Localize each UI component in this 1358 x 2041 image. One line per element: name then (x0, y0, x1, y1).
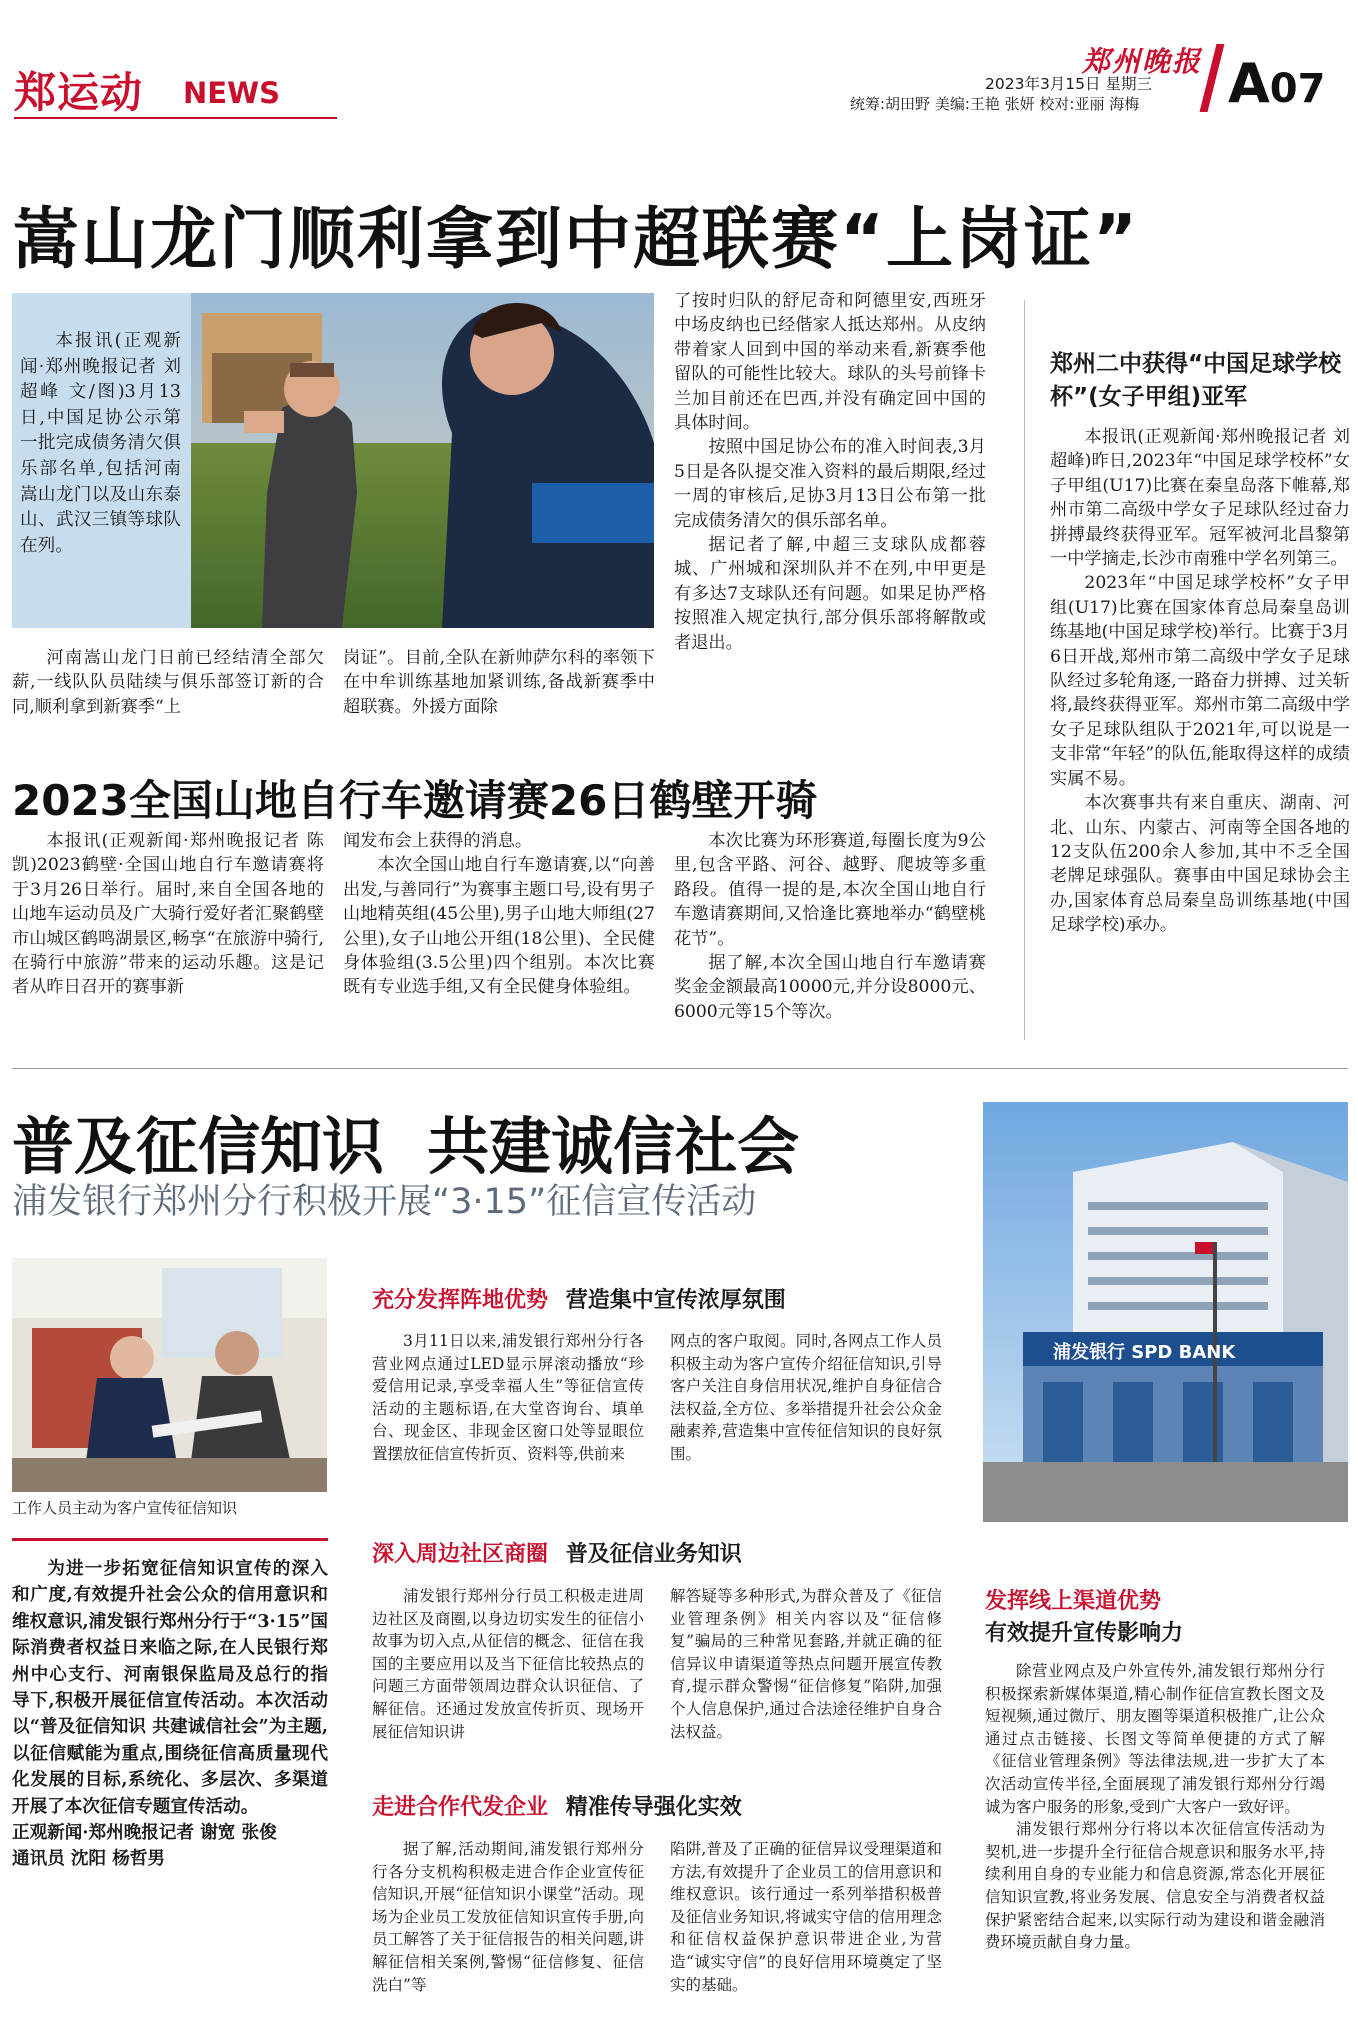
feature-intro (12, 1556, 328, 1873)
story1-paragraph: 据记者了解,中超三支球队成都蓉城、广州城和深圳队并不在列,中甲更是有多达7支球队还有问题。如果足协严格按照准入规定执行,部分俱乐部将解散或者退出。 (674, 535, 986, 653)
section3-red-heading: 走进合作代发企业 (372, 1795, 549, 1820)
section1-paragraph: 3月11日以来,浦发银行郑州分行各营业网点通过LED显示屏滚动播放“珍爱信用记录,享受幸福人生”等征信宣传活动的主题标语,在大堂咨询台、填单台、现金区、非现金区窗口处等显眼位置摆放征信宣传折页、资料等,供前来 (372, 1332, 644, 1463)
feature-section2-col2 (670, 1585, 942, 1743)
section1-black-heading: 营造集中宣传浓厚氛围 (565, 1288, 786, 1313)
story3-headline: 2023全国山地自行车邀请赛26日鹤壁开骑 (12, 776, 818, 825)
section2-paragraph: 解答疑等多种形式,为群众普及了《征信业管理条例》相关内容以及“征信修复”骗局的三种常见套路,并就正确的征信异议申请渠道等热点问题开展宣传教育,提示群众警惕“征信修复”陷阱,加强个人信息保护,通过合法途径维护自身合法权益。 (670, 1587, 942, 1741)
story3-paragraph: 据了解,本次全国山地自行车邀请赛奖金金额最高10000元,并分设8000元、6000元等15个等次。 (674, 953, 986, 1022)
feature-intro-text: 为进一步拓宽征信知识宣传的深入和广度,有效提升社会公众的信用意识和维权意识,浦发银行郑州分行于“3·15”国际消费者权益日来临之际,在人民银行郑州中心支行、河南银保监局及总行的指导下,积极开展征信宣传活动。本次活动以“普及征信知识 共建诚信社会”为主题,以征信赋能为重点,围绕征信高质量现代化发展的目标,系统化、多层次、多渠道开展了本次征信专题宣传活动。 (12, 1558, 328, 1817)
feature-section3-col2 (670, 1838, 942, 1996)
staff-photo-caption: 工作人员主动为客户宣传征信知识 (12, 1499, 238, 1517)
feature-section1-col2 (670, 1330, 942, 1466)
feature-section2-heading (372, 1537, 742, 1568)
feature-section3-col1 (372, 1838, 644, 1996)
story1-paragraph: 河南嵩山龙门日前已经结清全部欠薪,一线队队员陆续与俱乐部签订新的合同,顺利拿到新赛季“上 (12, 648, 324, 717)
section2-paragraph: 浦发银行郑州分行员工积极走进周边社区及商圈,以身边切实发生的征信小故事为切入点,从征信的概念、征信在我国的主要应用以及当下征信比较热点的问题三方面带领周边群众认识征信、了解征信。还通过发放宣传折页、现场开展征信知识讲 (372, 1587, 644, 1741)
feature-subtitle: 浦发银行郑州分行积极开展“3·15”征信宣传活动 (12, 1182, 757, 1222)
story3-col3 (674, 829, 986, 1024)
story1-col3 (674, 289, 986, 655)
story3-paragraph: 本次全国山地自行车邀请赛,以“向善出发,与善同行”为赛事主题口号,设有男子山地精英组(45公里),男子山地大师组(27公里),女子山地公开组(18公里)、全民健身体验组(3.5公里)四个组别。本次比赛既有专业选手组,又有全民健身体验组。 (343, 855, 655, 998)
section3-paragraph: 据了解,活动期间,浦发银行郑州分行各分支机构积极走进合作企业宣传征信知识,开展“征信知识小课堂”活动。现场为企业员工发放征信知识宣传手册,向员工解答了关于征信报告的相关问题,讲解征信相关案例,警惕“征信修复、征信洗白”等 (372, 1840, 644, 1994)
story3-paragraph: 本次比赛为环形赛道,每圈长度为9公里,包含平路、河谷、越野、爬坡等多重路段。值得一提的是,本次全国山地自行车邀请赛期间,又恰逢比赛地举办“鹤壁桃花节”。 (674, 831, 986, 949)
feature-side-body (985, 1660, 1325, 1954)
section3-paragraph: 陷阱,普及了正确的征信异议受理渠道和方法,有效提升了企业员工的信用意识和维权意识。该行通过一系列举措积极普及征信业务知识,将诚实守信的信用理念和征信权益保护意识带进企业,为营造“诚实守信”的良好信用环境奠定了坚实的基础。 (670, 1840, 942, 1994)
feature-side-red-heading: 发挥线上渠道优势 (985, 1589, 1162, 1614)
section2-red-heading: 深入周边社区商圈 (372, 1542, 549, 1567)
section3-black-heading: 精准传导强化实效 (565, 1795, 742, 1820)
story1-col1 (12, 646, 324, 719)
page-digits: 07 (1269, 66, 1326, 112)
side-paragraph: 除营业网点及户外宣传外,浦发银行郑州分行积极探索新媒体渠道,精心制作征信宣教长图文及短视频,通过微厅、朋友圈等渠道积极推广,让公众通过点击链接、长图文等简单便捷的方式了解《征信业管理条例》等法律法规,进一步扩大了本次活动宣传半径,全面展现了浦发银行郑州分行竭诚为客户服务的形象,受到广大客户一致好评。 (985, 1662, 1325, 1816)
staff-credits: 统筹:胡田野 美编:王艳 张妍 校对:亚丽 海梅 (850, 95, 1140, 113)
story2-headline: 郑州二中获得“中国足球学校杯”(女子甲组)亚军 (1050, 351, 1342, 410)
feature-divider (12, 1068, 1348, 1069)
section-subtitle: NEWS (183, 76, 280, 110)
story1-col2 (343, 646, 655, 719)
section1-red-heading: 充分发挥阵地优势 (372, 1288, 549, 1313)
story3-paragraph: 闻发布会上获得的消息。 (343, 831, 533, 851)
feature-section2-col1 (372, 1585, 644, 1743)
feature-byline-reporters: 正观新闻·郑州晚报记者 谢宽 张俊 (12, 1822, 277, 1844)
page-letter: A (1228, 52, 1270, 115)
story1-paragraph: 了按时归队的舒尼奇和阿德里安,西班牙中场皮纳也已经偕家人抵达郑州。从皮纳带着家人回到中国的举动来看,新赛季他留队的可能性比较大。球队的头号前锋卡兰加目前还在巴西,并没有确定回中国的具体时间。 (674, 291, 986, 434)
feature-byline-correspondents: 通讯员 沈阳 杨哲男 (12, 1848, 166, 1870)
feature-headline: 普及征信知识 共建诚信社会 (12, 1110, 800, 1183)
column-rule (1024, 300, 1025, 1040)
feature-section3-heading (372, 1790, 742, 1821)
bank-building-photo (983, 1102, 1348, 1522)
story3-paragraph: 本报讯(正观新闻·郑州晚报记者 陈凯)2023鹤壁·全国山地自行车邀请赛将于3月26日举行。届时,来自全国各地的山地车运动员及广大骑行爱好者汇聚鹤壁市山城区鹤鸣湖景区,畅享“在旅游中骑行,在骑行中旅游”带来的运动乐趣。这是记者从昨日召开的赛事新 (12, 831, 324, 998)
issue-date: 2023年3月15日 星期三 (985, 75, 1152, 93)
section-underline (14, 117, 337, 119)
story2-paragraph: 本次赛事共有来自重庆、湖南、河北、山东、内蒙古、河南等全国各地的12支队伍200余人参加,其中不乏全国老牌足球强队。赛事由中国足球协会主办,国家体育总局秦皇岛训练基地(中国足球学校)承办。 (1050, 793, 1350, 936)
page-number (1228, 52, 1325, 115)
story3-col2 (343, 829, 655, 1000)
slash-divider-icon (1200, 44, 1225, 112)
story1-paragraph: 岗证”。目前,全队在新帅萨尔科的率领下在中牟训练基地加紧训练,备战新赛季中超联赛。外援方面除 (343, 648, 655, 717)
newspaper-logo: 郑州晚报 (1082, 45, 1203, 78)
story1-lead: 本报讯(正观新闻·郑州晚报记者 刘超峰 文/图)3月13日,中国足协公示第一批完成债务清欠俱乐部名单,包括河南嵩山龙门以及山东泰山、武汉三镇等球队在列。 (20, 331, 181, 556)
story3-col1 (12, 829, 324, 1000)
feature-section1-col1 (372, 1330, 644, 1466)
story1-paragraph: 按照中国足协公布的准入时间表,3月5日是各队提交准入资料的最后期限,经过一周的审核后,足协3月13日公布第一批完成债务清欠的俱乐部名单。 (674, 437, 986, 531)
story1-lead-box (12, 293, 191, 628)
story2-body (1050, 425, 1350, 938)
feature-side-black-heading: 有效提升宣传影响力 (985, 1621, 1184, 1646)
story2-paragraph: 2023年“中国足球学校杯”女子甲组(U17)比赛在国家体育总局秦皇岛训练基地(中国足球学校)举行。比赛于3月6日开战,郑州市第二高级中学女子足球队经过多轮角逐,一路奋力拼搏、过关斩将,最终获得亚军。郑州市第二高级中学女子足球队组队于2021年,可以说是一支非常“年轻”的队伍,能取得这样的成绩实属不易。 (1050, 573, 1350, 789)
bank-sign-text: 浦发银行 SPD BANK (1053, 1342, 1236, 1363)
feature-section1-heading (372, 1283, 786, 1314)
staff-customer-photo (12, 1258, 327, 1492)
section-title: 郑运动 (14, 68, 144, 117)
side-paragraph: 浦发银行郑州分行将以本次征信宣传活动为契机,进一步提升全行征信合规意识和服务水平,持续利用自身的专业能力和信息资源,常态化开展征信知识宣教,将业务发展、信息安全与消费者权益保护紧密结合起来,以实际行动为建设和谐金融消费环境贡献自身力量。 (985, 1820, 1325, 1952)
intro-rule (12, 1538, 328, 1541)
section1-paragraph: 网点的客户取阅。同时,各网点工作人员积极主动为客户宣传介绍征信知识,引导客户关注自身信用状况,维护自身征信合法权益,全方位、多举措提升社会公众金融素养,营造集中宣传征信知识的良好氛围。 (670, 1332, 942, 1463)
section2-black-heading: 普及征信业务知识 (565, 1542, 742, 1567)
story1-headline: 嵩山龙门顺利拿到中超联赛“上岗证” (12, 200, 1140, 278)
story2-paragraph: 本报讯(正观新闻·郑州晚报记者 刘超峰)昨日,2023年“中国足球学校杯”女子甲组(U17)比赛在秦皇岛落下帷幕,郑州市第二高级中学女子足球队经过奋力拼搏最终获得亚军。冠军被河北昌黎第一中学摘走,长沙市南雅中学名列第三。 (1050, 427, 1350, 570)
